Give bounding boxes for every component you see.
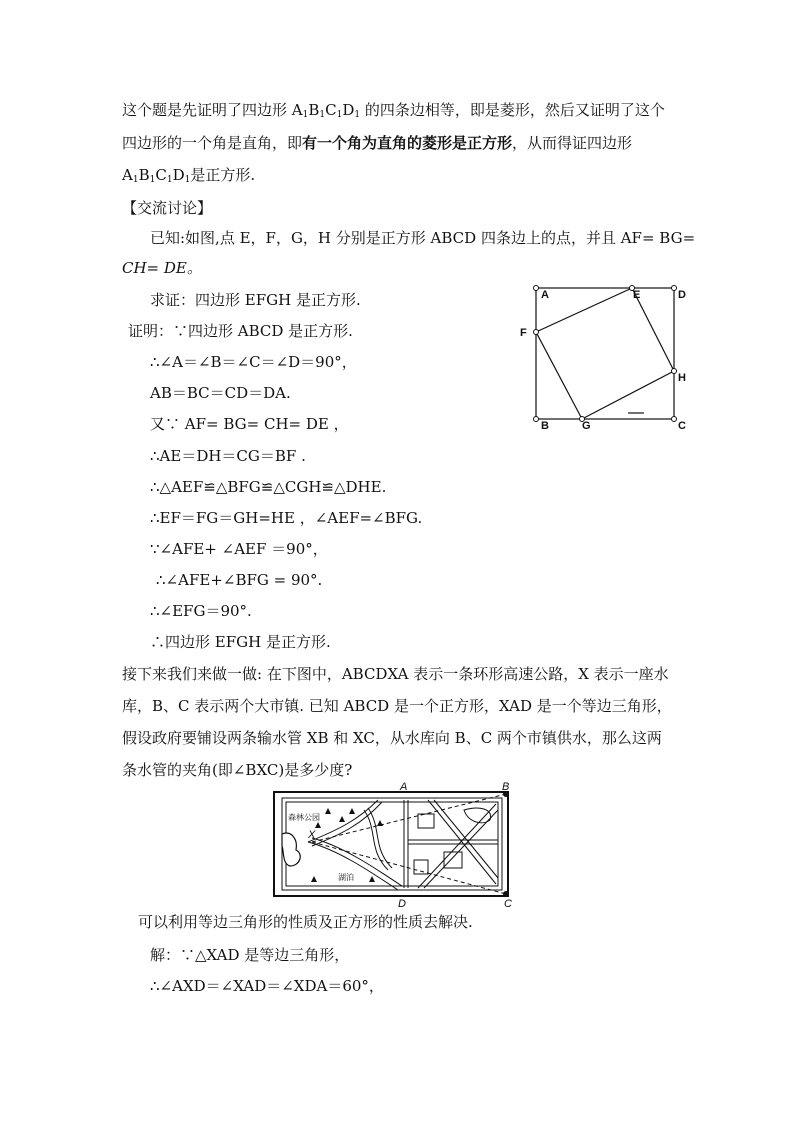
map-label-a: A [400,781,408,793]
label-c: C [678,420,686,432]
label-d: D [678,289,686,301]
solution-step: ∴∠AXD＝∠XAD＝∠XDA＝60°， [150,977,384,995]
map-label-d: D [398,898,406,910]
given-line-2: CH= DE。 [122,259,202,277]
prove-statement: 求证：四边形 EFGH 是正方形. [150,291,361,309]
map-label-c: C [504,898,512,910]
vertex-a [534,286,539,291]
solution-hint: 可以利用等边三角形的性质及正方形的性质去解决. [138,913,473,931]
proof-step: ∵∠AFE+ ∠AEF ＝90°， [150,540,328,558]
map-label-b: B [502,781,510,793]
square-abcd [536,288,674,419]
given-line-1: 已知:如图,点 E，F，G，H 分别是正方形 ABCD 四条边上的点，并且 AF= BG= [150,229,696,247]
intro-line-2: 四边形的一个角是直角，即有一个角为直角的菱形是正方形，从而得证四边形 [122,134,633,152]
square-efgh-figure [510,278,695,433]
park-label: 森林公园 [288,813,320,822]
proof-step: ∴△AEF≌△BFG≌△CGH≌△DHE. [150,478,387,496]
proof-step: 证明：∵四边形 ABCD 是正方形. [128,322,353,340]
label-e: E [633,289,641,301]
intro-line-3: $A_1B_1C_1D_1$是正方形. [122,166,256,185]
proof-step: ∴∠A＝∠B＝∠C＝∠D＝90°， [150,353,357,371]
problem-line-1: 接下来我们来做一做: 在下图中，ABCDXA 表示一条环形高速公路，X 表示一座水 [122,665,669,683]
solution-step: 解：∵△XAD 是等边三角形， [150,946,350,964]
proof-step: ∴四边形 EFGH 是正方形. [150,633,331,651]
intro-line-1: 这个题是先证明了四边形 $A_1B_1C_1D_1$ 的四条边相等，即是菱形，然后又证明了这个 [122,101,665,120]
label-b: B [541,420,549,432]
highlighted-theorem: 有一个角为直角的菱形是正方形 [302,134,513,152]
section-title: 【交流讨论】 [122,199,213,217]
lake-label: 湖泊 [338,873,354,882]
label-a: A [541,289,549,301]
label-h: H [678,372,686,384]
label-g: G [582,420,591,432]
problem-line-4: 条水管的夹角(即∠BXC)是多少度? [122,761,353,779]
proof-step: ∴∠EFG＝90°. [150,602,252,620]
point-c [503,891,509,897]
problem-line-3: 假设政府要铺设两条输水管 XB 和 XC，从水库向 B、C 两个市镇供水，那么这两 [122,729,662,747]
vertex-d [672,286,677,291]
problem-line-2: 库，B、C 表示两个大市镇. 已知 ABCD 是一个正方形，XAD 是一个等边三角形， [122,697,672,715]
proof-step: AB＝BC＝CD＝DA. [150,384,291,402]
vertex-h [672,369,677,374]
proof-step: ∴∠AFE+∠BFG = 90°. [156,571,323,589]
proof-step: 又∵ AF= BG= CH= DE ， [150,415,349,433]
highway-map-figure [268,780,522,910]
label-f: F [520,327,527,339]
square-efgh [536,288,674,419]
vertex-b [534,417,539,422]
proof-step: ∴AE＝DH＝CG＝BF . [150,447,306,465]
map-label-x: X [308,829,316,841]
vertex-c [672,417,677,422]
proof-step: ∴EF＝FG＝GH=HE ，∠AEF=∠BFG. [150,509,423,527]
vertex-f [534,330,539,335]
